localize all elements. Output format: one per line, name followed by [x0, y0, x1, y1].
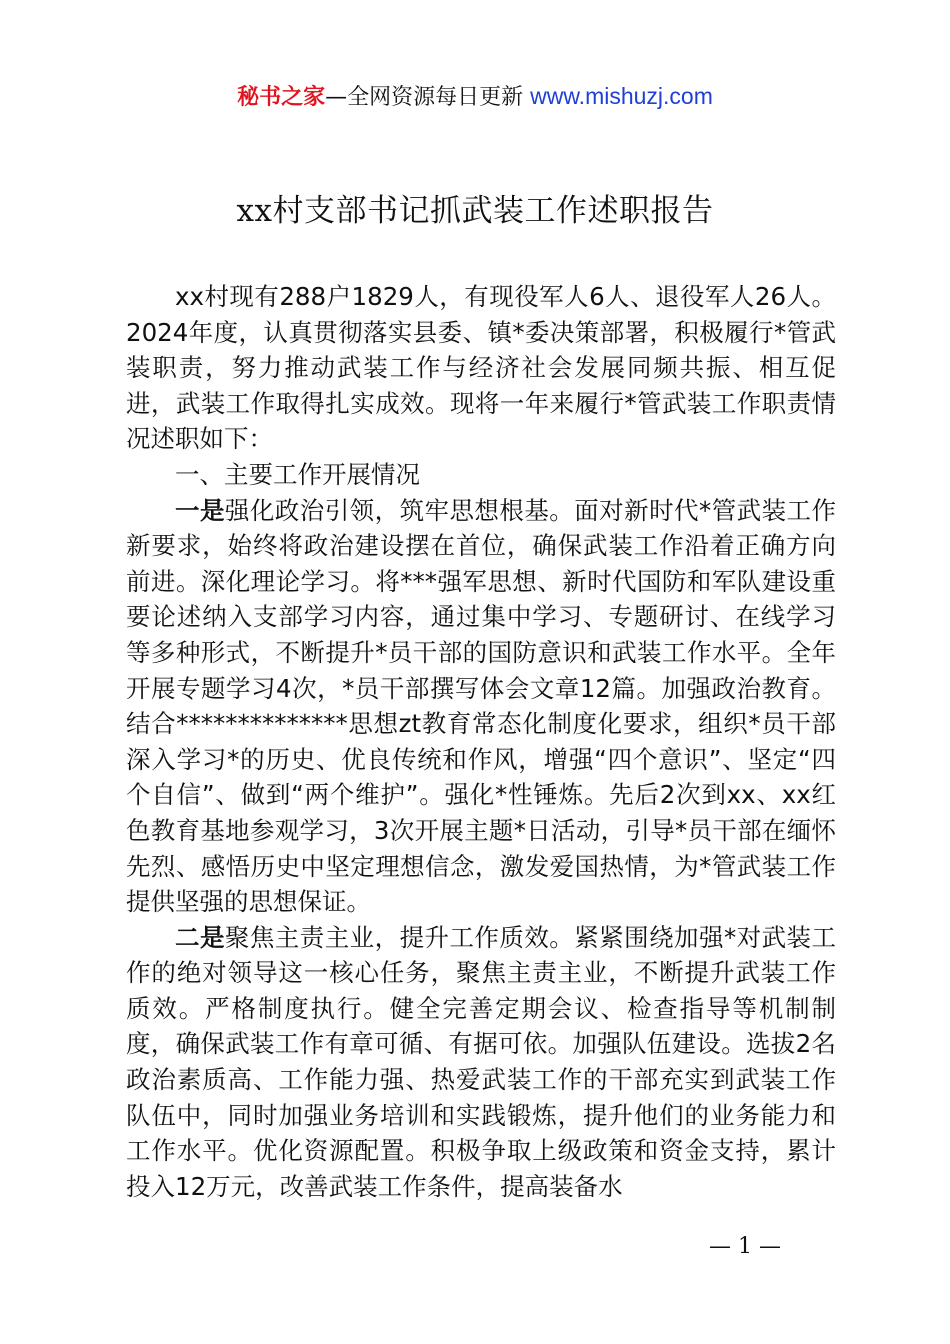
- site-tagline: —全网资源每日更新: [325, 85, 524, 110]
- site-header: [0, 80, 950, 114]
- paragraph-text: 强化政治引领，筑牢思想根基。面对新时代*管武装工作新要求，始终将政治建设摆在首位，确保武装工作沿着正确方向前进。深化理论学习。将***强军思想、新时代国防和军队建设重要论述纳入支部学习内容，通过集中学习、专题研讨、在线学习等多种形式，不断提升*员干部的国防意识和武装工作水平。全年开展专题学习4次，*员干部撰写体会文章12篇。加强政治教育。结合**************思想zt教育常态化制度化要求，组织*员干部深入学习*的历史、优良传统和作风，增强“四个意识”、坚定“四个自信”、做到“两个维护”。强化*性锤炼。先后2次到xx、xx红色教育基地参观学习，3次开展主题*日活动，引导*员干部在缅怀先烈、感悟历史中坚定理想信念，激发爱国热情，为*管武装工作提供坚强的思想保证。: [126, 495, 836, 917]
- paragraph-text: xx村现有288户1829人，有现役军人6人、退役军人26人。2024年度，认真贯彻落实县委、镇*委决策部署，积极履行*管武装职责，努力推动武装工作与经济社会发展同频共振、相互促进，武装工作取得扎实成效。现将一年来履行*管武装工作职责情况述职如下：: [126, 282, 836, 454]
- document-title: xx村支部书记抓武装工作述职报告: [236, 193, 714, 229]
- intro-paragraph: [126, 279, 836, 457]
- paragraph-text: 一、主要工作开展情况: [175, 459, 420, 489]
- section-heading: [126, 457, 836, 493]
- paragraph-text: 聚焦主责主业，提升工作质效。紧紧围绕加强*对武装工作的绝对领导这一核心任务，聚焦主责主业，不断提升武装工作质效。严格制度执行。健全完善定期会议、检查指导等机制制度，确保武装工作有章可循、有据可依。加强队伍建设。选拔2名政治素质高、工作能力强、热爱武装工作的干部充实到武装工作队伍中，同时加强业务培训和实践锻炼，提升他们的业务能力和工作水平。优化资源配置。积极争取上级政策和资金支持，累计投入12万元，改善武装工作条件，提高装备水: [126, 922, 836, 1201]
- paragraph-lead: 一是: [175, 495, 225, 525]
- document-body: [126, 279, 836, 1204]
- point-two-paragraph: [126, 920, 836, 1205]
- site-url-link[interactable]: www.mishuzj.com: [530, 83, 713, 109]
- paragraph-lead: 二是: [175, 922, 225, 952]
- page-number: — 1 —: [709, 1234, 781, 1259]
- point-one-paragraph: [126, 493, 836, 920]
- site-brand: 秘书之家: [237, 85, 326, 110]
